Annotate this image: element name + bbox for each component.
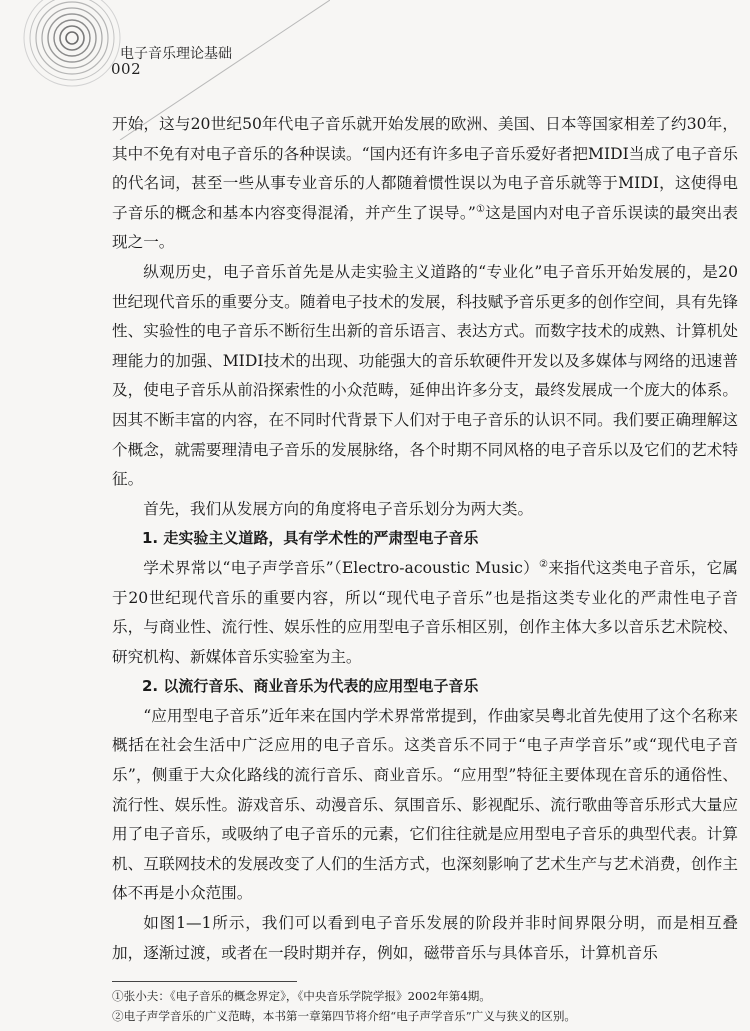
footnote: ②电子声学音乐的广义范畴，本书第一章第四节将介绍“电子声学音乐”广义与狭义的区别。 — [112, 1009, 577, 1023]
body-text — [112, 110, 738, 968]
paragraph: 纵观历史，电子音乐首先是从走实验主义道路的“专业化”电子音乐开始发展的，是20世纪现代音乐的重要分支。随着电子技术的发展，科技赋予音乐更多的创作空间，具有先锋性、实验性的电子音乐不断衍生出新的音乐语言、表达方式。而数字技术的成熟、计算机处理能力的加强、MIDI技术的出现、功能强大的音乐软硬件开发以及多媒体与网络的迅速普及，使电子音乐从前沿探索性的小众范畴，延伸出许多分支，最终发展成一个庞大的体系。因其不断丰富的内容，在不同时代背景下人们对于电子音乐的认识不同。我们要正确理解这个概念，就需要理清电子音乐的发展脉络，各个时期不同风格的电子音乐以及它们的艺术特征。 — [112, 262, 738, 489]
footnote: ①张小夫：《电子音乐的概念界定》，《中央音乐学院学报》2002年第4期。 — [112, 989, 491, 1003]
paragraph: 如图1—1所示，我们可以看到电子音乐发展的阶段并非时间界限分明，而是相互叠加，逐渐过渡，或者在一段时期并存，例如，磁带音乐与具体音乐，计算机音乐 — [112, 914, 738, 962]
footnote-ref: ① — [475, 203, 486, 215]
section-heading: 2. 以流行音乐、商业音乐为代表的应用型电子音乐 — [142, 677, 479, 696]
paragraph: 开始，这与20世纪50年代电子音乐就开始发展的欧洲、美国、日本等国家相差了约30年，其中不免有对电子音乐的各种误读。“国内还有许多电子音乐爱好者把MIDI当成了电子音乐的代名词，甚至一些从事专业音乐的人都随着惯性误以为电子音乐就等于MIDI，这使得电子音乐的概念和基本内容变得混淆，并产生了误导。”①这是国内对电子音乐误读的最突出表现之一。 — [112, 115, 738, 252]
footnotes — [112, 986, 738, 1026]
section-heading: 1. 走实验主义道路，具有学术性的严肃型电子音乐 — [142, 529, 479, 548]
running-title: 电子音乐理论基础 — [120, 46, 232, 62]
footnote-ref: ② — [539, 558, 549, 570]
paragraph: 学术界常以“电子声学音乐”（Electro-acoustic Music）②来指代这类电子音乐，它属于20世纪现代音乐的重要内容，所以“现代电子音乐”也是指这类专业化的严肃性电子音乐，与商业性、流行性、娱乐性的应用型电子音乐相区别，创作主体大多以音乐艺术院校、研究机构、新媒体音乐实验室为主。 — [112, 558, 738, 666]
page-number: 002 — [111, 60, 142, 78]
paragraph: “应用型电子音乐”近年来在国内学术界常常提到，作曲家吴粤北首先使用了这个名称来概括在社会生活中广泛应用的电子音乐。这类音乐不同于“电子声学音乐”或“现代电子音乐”，侧重于大众化路线的流行音乐、商业音乐。“应用型”特征主要体现在音乐的通俗性、流行性、娱乐性。游戏音乐、动漫音乐、氛围音乐、影视配乐、流行歌曲等音乐形式大量应用了电子音乐，或吸纳了电子音乐的元素，它们往往就是应用型电子音乐的典型代表。计算机、互联网技术的发展改变了人们的生活方式，也深刻影响了艺术生产与艺术消费，创作主体不再是小众范围。 — [112, 706, 738, 903]
paragraph: 首先，我们从发展方向的角度将电子音乐划分为两大类。 — [143, 499, 534, 518]
footnote-divider — [112, 981, 297, 982]
